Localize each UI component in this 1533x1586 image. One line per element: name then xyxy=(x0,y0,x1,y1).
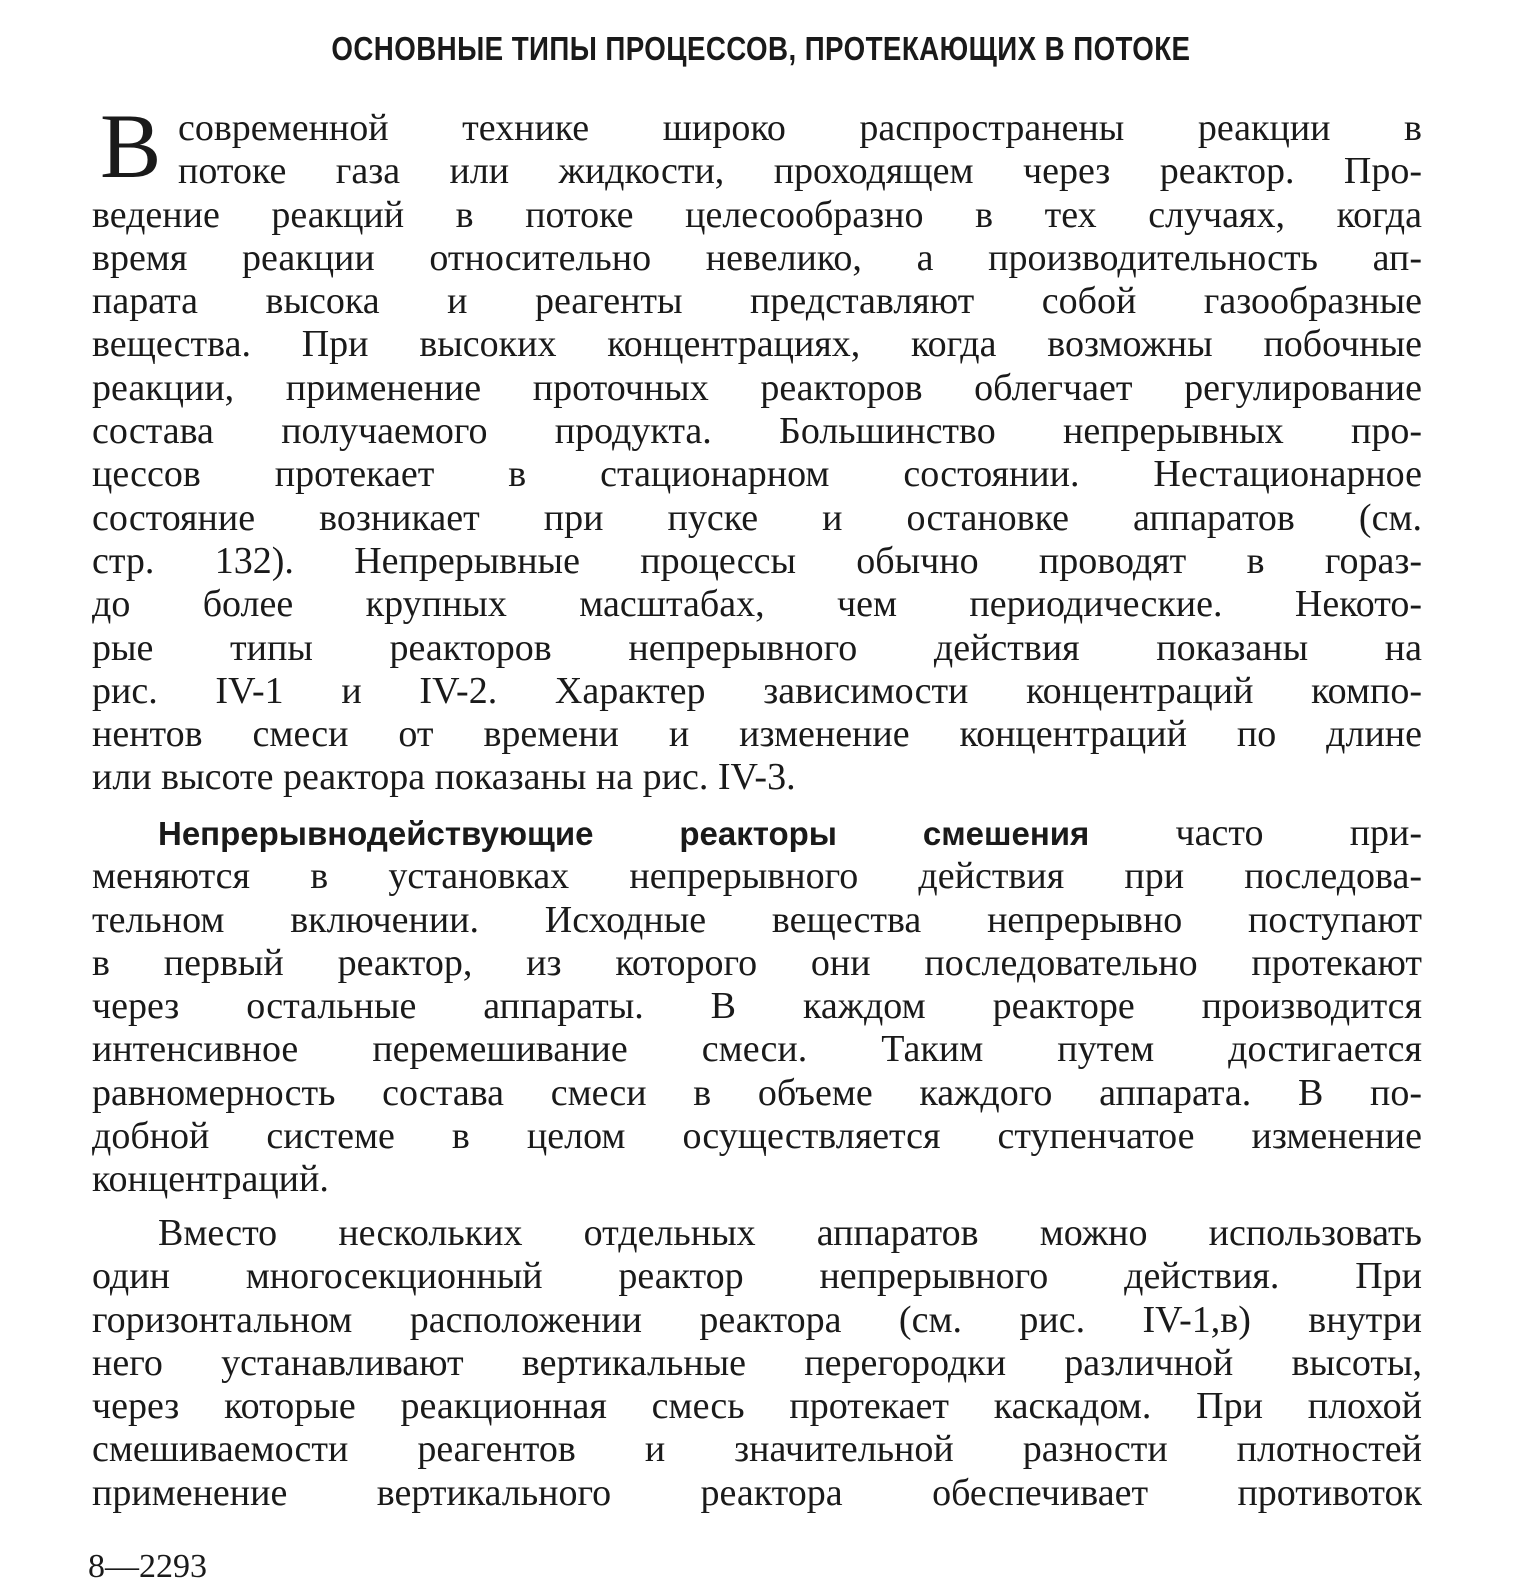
text-line: ведение реакций в потоке целесообразно в тех случаях, когда xyxy=(92,193,1422,236)
text-line: через которые реакционная смесь протекает каскадом. При плохой xyxy=(92,1385,1422,1428)
text-line: применение вертикального реактора обеспечивает противоток xyxy=(92,1471,1422,1514)
text-line: Вместо нескольких отдельных аппаратов можно использовать xyxy=(158,1212,1422,1254)
text-line: нентов смеси от времени и изменение концентраций по длине xyxy=(92,713,1422,756)
text-line: через остальные аппараты. В каждом реакторе производится xyxy=(92,985,1422,1028)
text-line: цессов протекает в стационарном состоянии. Нестационарное xyxy=(92,453,1422,496)
text-line: смешиваемости реагентов и значительной разности плотностей xyxy=(92,1428,1422,1471)
text-line: интенсивное перемешивание смеси. Таким путем достигается xyxy=(92,1028,1422,1071)
text-line: время реакции относительно невелико, а производительность ап- xyxy=(92,236,1422,279)
paragraph-1 xyxy=(92,107,1422,800)
signature-mark: 8—2293 xyxy=(88,1548,207,1585)
text-line: рые типы реакторов непрерывного действия показаны на xyxy=(92,626,1422,669)
text-line: или высоте реактора показаны на рис. IV-3. xyxy=(92,756,796,799)
text-line: него устанавливают вертикальные перегородки различной высоты, xyxy=(92,1341,1422,1384)
text-line: добной системе в целом осуществляется ступенчатое изменение xyxy=(92,1115,1422,1158)
text-run: часто при- xyxy=(1175,812,1422,854)
text-line: реакции, применение проточных реакторов облегчает регулирование xyxy=(92,366,1422,409)
text-line: концентраций. xyxy=(92,1158,329,1201)
text-line: один многосекционный реактор непрерывного действия. При xyxy=(92,1255,1422,1298)
text-line-with-term xyxy=(92,812,1422,855)
text-line: потоке газа или жидкости, проходящем через реактор. Про- xyxy=(178,150,1422,193)
text-line: парата высока и реагенты представляют собой газообразные xyxy=(92,280,1422,323)
text-line: состояние возникает при пуске и остановке аппаратов (см. xyxy=(92,496,1422,539)
text-line: рис. IV-1 и IV-2. Характер зависимости концентраций компо- xyxy=(92,669,1422,712)
text-line: стр. 132). Непрерывные процессы обычно проводят в гораз- xyxy=(92,539,1422,582)
dropcap-letter: В xyxy=(100,95,162,197)
text-line: современной технике широко распространены реакции в xyxy=(178,107,1422,149)
text-line: до более крупных масштабах, чем периодические. Некото- xyxy=(92,583,1422,626)
text-line: равномерность состава смеси в объеме каждого аппарата. В по- xyxy=(92,1071,1422,1114)
text-line: в первый реактор, из которого они последовательно протекают xyxy=(92,941,1422,984)
text-line: тельном включении. Исходные вещества непрерывно поступают xyxy=(92,898,1422,941)
bold-term: Непрерывнодействующие реакторы смешения xyxy=(158,815,1090,852)
paragraph-2 xyxy=(92,812,1422,1202)
text-line: вещества. При высоких концентрациях, когда возможны побочные xyxy=(92,323,1422,366)
page-heading: ОСНОВНЫЕ ТИПЫ ПРОЦЕССОВ, ПРОТЕКАЮЩИХ В ПОТОКЕ xyxy=(331,30,1191,67)
text-line: горизонтальном расположении реактора (см. рис. IV-1,в) внутри xyxy=(92,1298,1422,1341)
text-line: меняются в установках непрерывного действия при последова- xyxy=(92,855,1422,898)
paragraph-3 xyxy=(92,1212,1422,1515)
text-line: состава получаемого продукта. Большинство непрерывных про- xyxy=(92,410,1422,453)
